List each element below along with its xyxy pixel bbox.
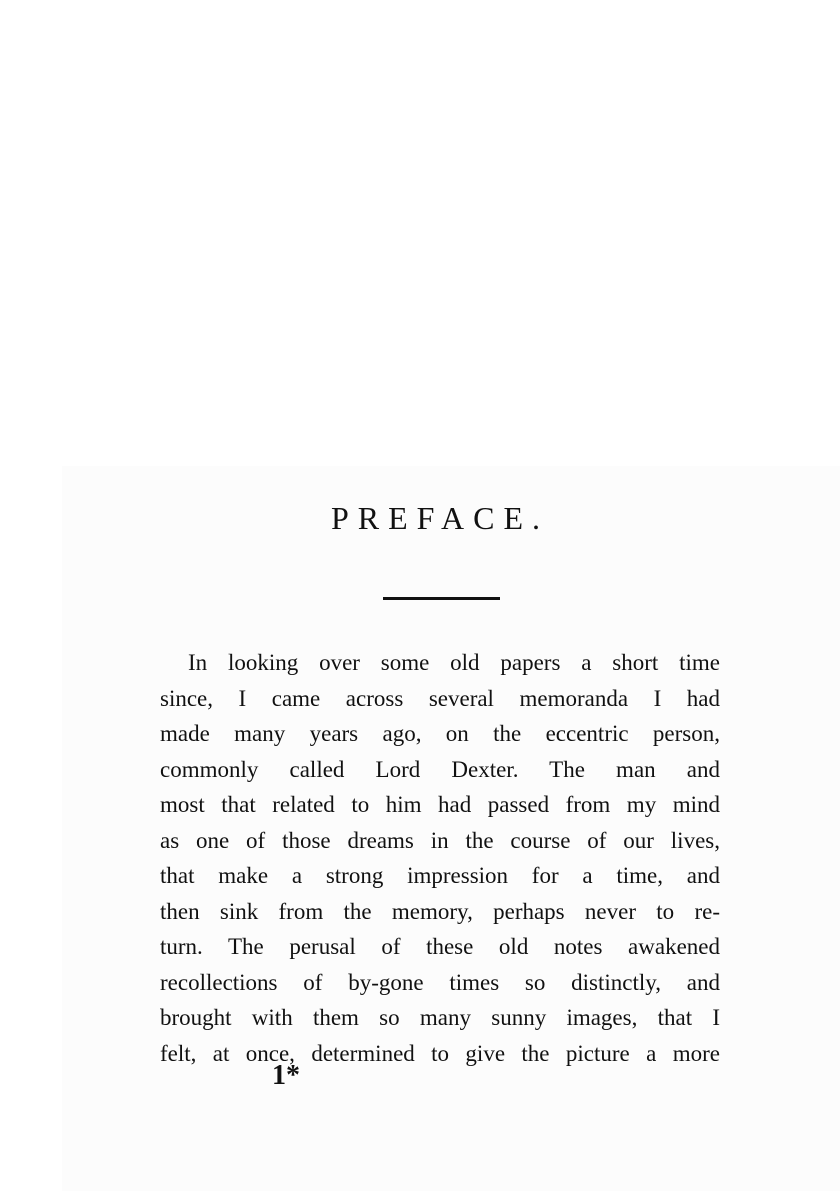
- paragraph-line: then sink from the memory, perhaps never to re-: [160, 898, 720, 924]
- paragraph-line: as one of those dreams in the course of our lives,: [160, 827, 720, 853]
- paragraph-line: recollections of by-gone times so distinctly, and: [160, 969, 720, 995]
- preface-paragraph: [160, 645, 720, 1071]
- signature-mark: 1*: [272, 1060, 300, 1091]
- paragraph-line: commonly called Lord Dexter. The man and: [160, 756, 720, 782]
- paragraph-line: felt, at once, determined to give the picture a more: [160, 1040, 720, 1066]
- page-title: PREFACE.: [330, 500, 550, 536]
- paragraph-line: made many years ago, on the eccentric person,: [160, 721, 720, 746]
- paragraph-line: brought with them so many sunny images, that I: [160, 1005, 720, 1030]
- title-rule: [383, 597, 500, 600]
- paragraph-line: that make a strong impression for a time, and: [160, 863, 720, 888]
- paragraph-line: In looking over some old papers a short time: [188, 650, 720, 675]
- paragraph-line: since, I came across several memoranda I had: [160, 685, 720, 711]
- paragraph-line: turn. The perusal of these old notes awakened: [160, 934, 720, 959]
- paragraph-line: most that related to him had passed from my mind: [160, 792, 720, 817]
